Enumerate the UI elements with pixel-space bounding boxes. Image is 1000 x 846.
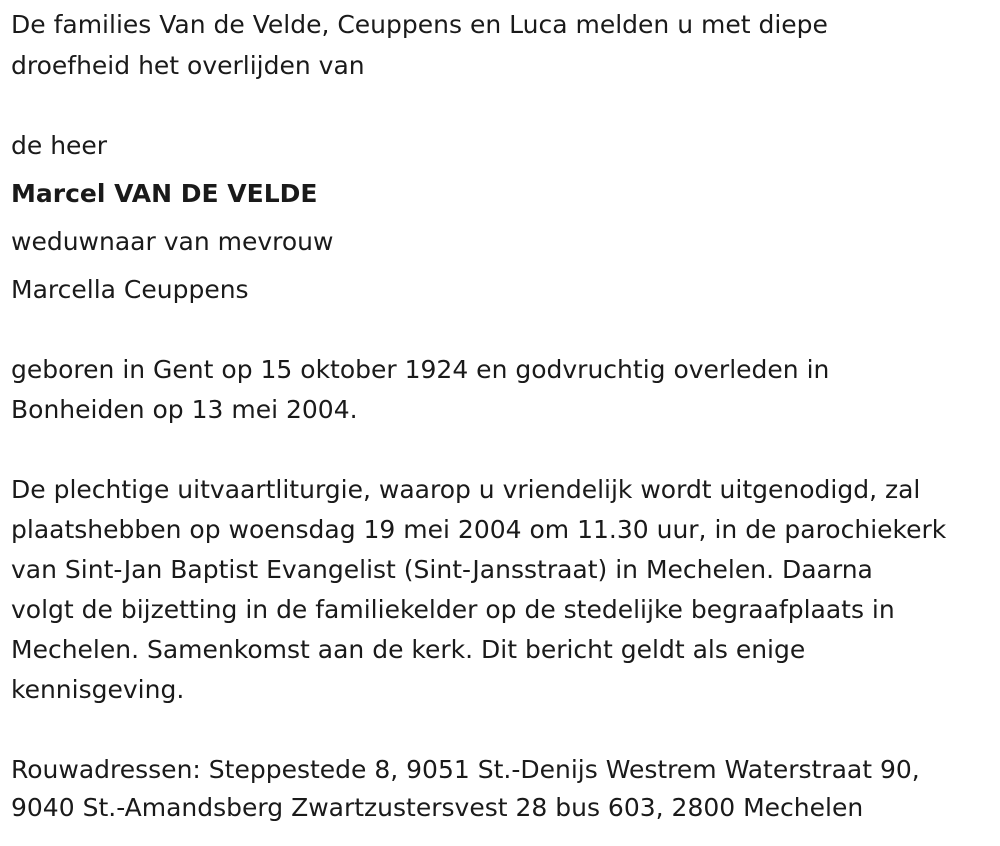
addresses-line-2: 9040 St.-Amandsberg Zwartzustersvest 28 bus 603, 2800 Mechelen <box>11 793 864 822</box>
ceremony-line-4: volgt de bijzetting in de familiekelder op de stedelijke begraafplaats in <box>11 595 895 624</box>
birth-death-line-2: Bonheiden op 13 mei 2004. <box>11 395 358 424</box>
birth-death-line-1: geboren in Gent op 15 oktober 1924 en godvruchtig overleden in <box>11 355 830 384</box>
deceased-name: Marcel VAN DE VELDE <box>11 179 318 208</box>
ceremony-line-6: kennisgeving. <box>11 675 185 704</box>
ceremony-line-5: Mechelen. Samenkomst aan de kerk. Dit bericht geldt als enige <box>11 635 806 664</box>
addresses-line-1: Rouwadressen: Steppestede 8, 9051 St.-Denijs Westrem Waterstraat 90, <box>11 755 920 784</box>
intro-line-1: De families Van de Velde, Ceuppens en Luca melden u met diepe <box>11 10 828 39</box>
intro-line-2: droefheid het overlijden van <box>11 51 365 80</box>
deceased-title: de heer <box>11 131 108 160</box>
deceased-relation: weduwnaar van mevrouw <box>11 227 334 256</box>
ceremony-line-2: plaatshebben op woensdag 19 mei 2004 om 11.30 uur, in de parochiekerk <box>11 515 947 544</box>
ceremony-line-1: De plechtige uitvaartliturgie, waarop u vriendelijk wordt uitgenodigd, zal <box>11 475 921 504</box>
deceased-spouse: Marcella Ceuppens <box>11 275 249 304</box>
ceremony-line-3: van Sint-Jan Baptist Evangelist (Sint-Jansstraat) in Mechelen. Daarna <box>11 555 873 584</box>
